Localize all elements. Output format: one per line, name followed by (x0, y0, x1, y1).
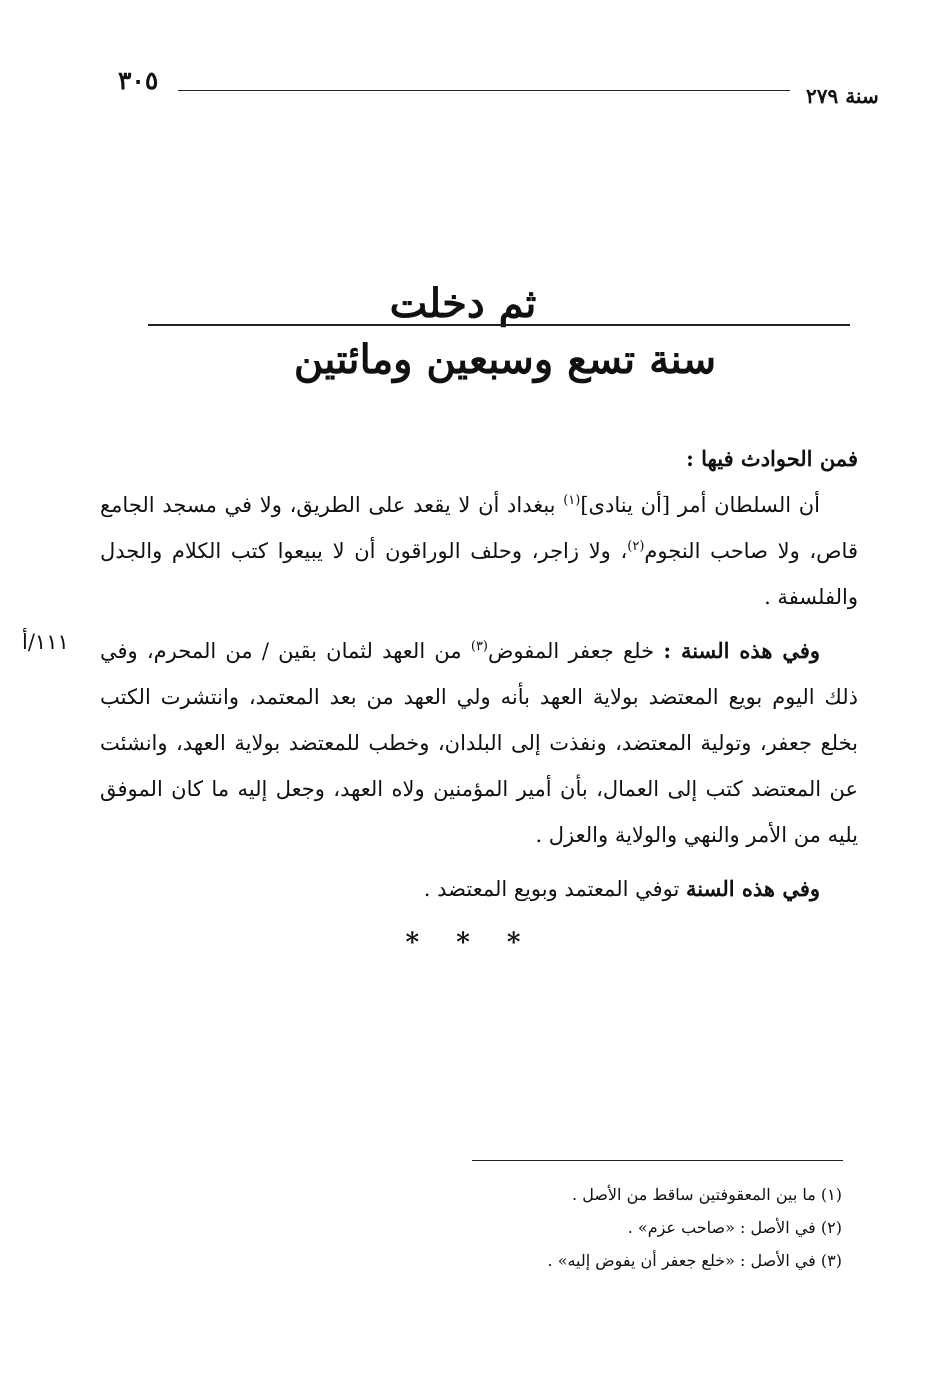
header-rule (178, 90, 790, 91)
paragraph-2-lead: وفي هذه السنة : (663, 638, 821, 663)
heading-rule (148, 324, 850, 326)
paragraph-3 (100, 866, 858, 912)
footnote-2: (٢) في الأصل : «صاحب عزم» . (627, 1218, 842, 1237)
paragraph-1-text-a: أن السلطان أمر [أن ينادى] (580, 493, 820, 517)
paragraph-1 (100, 482, 858, 620)
footnote-ref-3: (٣) (470, 639, 488, 654)
paragraph-1-text-c: ، ولا زاجر، وحلف الوراقون أن لا يبيعوا كتب الكلام والجدل والفلسفة . (100, 539, 858, 609)
footnote-ref-1: (١) (563, 493, 581, 508)
footnote-1: (١) ما بين المعقوفتين ساقط من الأصل . (572, 1185, 842, 1204)
footnote-ref-2: (٢) (627, 539, 645, 554)
heading-line-2: سنة تسع وسبعين ومائتين (293, 336, 717, 383)
heading-line-1: ثم دخلت (389, 280, 537, 327)
running-title: سنة ٢٧٩ (806, 84, 879, 108)
page-number: ٣٠٥ (118, 66, 159, 95)
paragraph-2 (100, 628, 858, 858)
footnote-rule (472, 1160, 843, 1161)
body-text (100, 436, 858, 912)
paragraph-2-text-b: من العهد لثمان بقين / من المحرم، وفي ذلك اليوم بويع المعتضد بولاية العهد بأنه ولي العهد من بعد المعتمد، وانتشرت الكتب بخلع جعفر، وتولية المعتضد، ونفذت إلى البلدان، وخطب للمعتضد بولاية العهد، وانشئت عن المعتضد كتب إلى العمال، بأن أمير المؤمنين ولاه العهد، وجعل إليه ما كان الموفق يليه من الأمر والنهي والولاية والعزل . (100, 639, 858, 847)
paragraph-1-text-b: ببغداد أن لا يقعد على الطريق، ولا في مسجد الجامع قاص، ولا صاحب النجوم (100, 493, 858, 563)
footnote-3: (٣) في الأصل : «خلع جعفر أن يفوض إليه» . (547, 1251, 842, 1270)
footnotes (380, 1178, 842, 1277)
paragraph-3-lead: وفي هذه السنة (686, 876, 820, 901)
intro-line: فمن الحوادث فيها : (686, 446, 858, 471)
paragraph-2-text-a: خلع جعفر المفوض (488, 639, 664, 663)
section-separator: * * * (405, 928, 535, 958)
paragraph-3-text: توفي المعتمد وبويع المعتضد . (423, 877, 687, 901)
manuscript-folio-ref: ١١١/أ (22, 630, 69, 654)
